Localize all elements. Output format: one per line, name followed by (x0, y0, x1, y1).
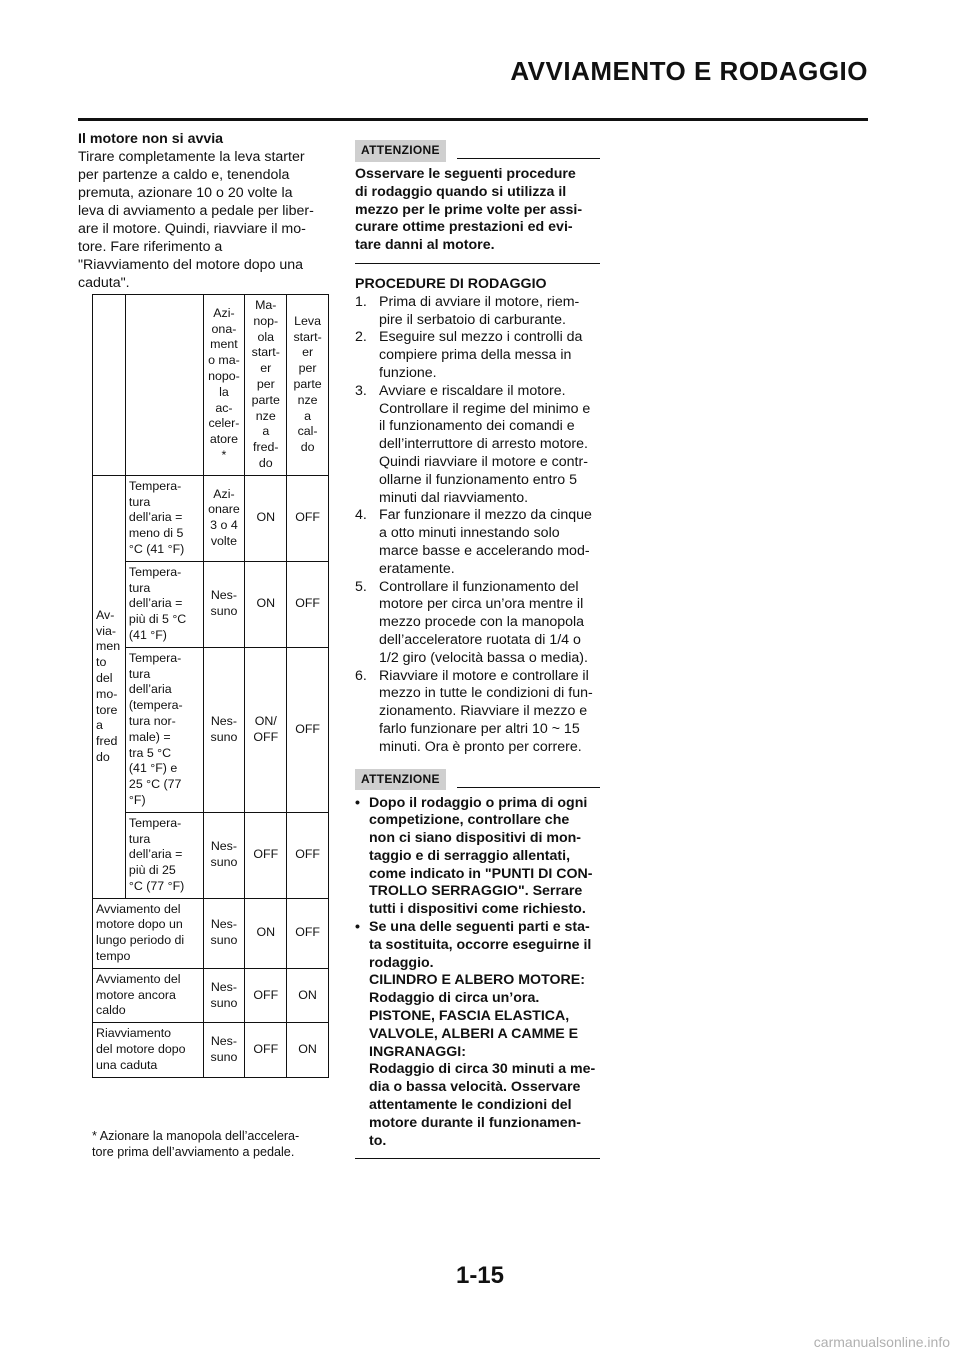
condition-cell: Tempera- tura dell’aria (tempera- tura nor- male) = tra 5 °C (41 °F) e 25 °C (77 °F) (125, 647, 203, 812)
step-text: Prima di avviare il motore, riem- pire il serbatoio di carburante. (379, 293, 580, 328)
intro-line: Tirare completamente la leva starter (78, 149, 305, 165)
step-text: Avviare e riscaldare il motore. Controllare il regime del minimo e il funzionamento dei comandi e dell’interruttore di arresto motore. Quindi riavviare il motore e contr- ollarne il funzionamento entro 5 minuti dal riavviamento. (379, 382, 591, 506)
table-row (93, 1023, 329, 1077)
throttle-cell: Nes- suno (203, 647, 245, 812)
list-item (355, 668, 600, 757)
step-number: 1. (355, 293, 367, 310)
table-row (93, 898, 329, 968)
intro-line: "Riavviamento del motore dopo una (78, 257, 304, 273)
step-number: 2. (355, 329, 367, 346)
section-heading: Il motore non si avvia (78, 131, 224, 147)
step-number: 4. (355, 507, 367, 524)
header-hot-starter: Leva start- er per parte nze a cal- do (287, 295, 329, 476)
throttle-cell: Nes- suno (203, 968, 245, 1022)
condition-cell: Tempera- tura dell’aria = meno di 5 °C (41 °F) (125, 475, 203, 561)
step-text: Controllare il funzionamento del motore per circa un’ora mentre il mezzo procede con la manopola dell’acceleratore ruotata di 1/4 o 1/2 giro (velocità bassa o media). (379, 578, 588, 666)
cold-starter-cell: ON/ OFF (245, 647, 287, 812)
intro-paragraph (78, 148, 333, 292)
throttle-cell: Nes- suno (203, 812, 245, 898)
group-label-cold-start: Av- via- men to del mo- tore a fred do (93, 475, 126, 898)
step-text: Far funzionare il mezzo da cinque a otto minuti innestando solo marce basse e accelerando mod- eratamente. (379, 507, 592, 577)
intro-line: are il motore. Quindi, riavviare il mo- (78, 221, 306, 237)
header-rule (78, 118, 868, 121)
hot-starter-cell: OFF (287, 561, 329, 647)
procedure-steps (355, 294, 600, 757)
table-footnote: * Azionare la manopola dell’accelera- tore prima dell’avviamento a pedale. (92, 1129, 300, 1159)
list-item (355, 579, 600, 668)
hot-starter-cell: OFF (287, 812, 329, 898)
list-item (355, 507, 600, 578)
table-row (93, 561, 329, 647)
intro-line: caduta". (78, 275, 130, 291)
intro-line: tore. Fare riferimento a (78, 239, 223, 255)
list-item (355, 294, 600, 330)
header-cold-starter: Ma- nop- ola start- er per parte nze a fred- do (245, 295, 287, 476)
step-number: 5. (355, 578, 367, 595)
table-row (93, 812, 329, 898)
intro-line: premuta, azionare 10 o 20 volte la (78, 185, 293, 201)
hot-starter-cell: ON (287, 968, 329, 1022)
throttle-cell: Azi- onare 3 o 4 volte (203, 475, 245, 561)
caution-rule (457, 787, 600, 788)
table-header-row (93, 295, 329, 476)
hot-starter-cell: OFF (287, 475, 329, 561)
caution-bullets (355, 795, 600, 1160)
header-empty-cell (125, 295, 203, 476)
procedure-title: PROCEDURE DI RODAGGIO (355, 275, 547, 292)
caution-text: Osservare le seguenti procedure di rodaggio quando si utilizza il mezzo per le prime volte per assi- curare ottime prestazioni ed evi- tare danni al motore. (355, 166, 600, 264)
intro-line: per partenze a caldo e, tenendola (78, 167, 290, 183)
throttle-cell: Nes- suno (203, 561, 245, 647)
caution-badge: ATTENZIONE (355, 140, 446, 162)
condition-cell: Tempera- tura dell’aria = più di 25 °C (77 °F) (125, 812, 203, 898)
caution-badge: ATTENZIONE (355, 769, 446, 791)
condition-cell: Avviamento del motore ancora caldo (93, 968, 204, 1022)
hot-starter-cell: OFF (287, 898, 329, 968)
hot-starter-cell: ON (287, 1023, 329, 1077)
throttle-cell: Nes- suno (203, 898, 245, 968)
cold-starter-cell: ON (245, 898, 287, 968)
list-item (355, 383, 600, 508)
cold-starter-cell: OFF (245, 1023, 287, 1077)
condition-cell: Avviamento del motore dopo un lungo periodo di tempo (93, 898, 204, 968)
table-row (93, 475, 329, 561)
step-text: Riavviare il motore e controllare il mezzo in tutte le condizioni di fun- zionamento. Riavviare il mezzo e farlo funzionare per altri 10 ~ 15 minuti. Ora è pronto per correre. (379, 667, 593, 755)
table-row (93, 647, 329, 812)
starting-table (92, 294, 329, 1078)
header-empty-cell (93, 295, 126, 476)
cold-starter-cell: ON (245, 475, 287, 561)
header-throttle: Azi- ona- ment o ma- nopo- la ac- celer- atore * (203, 295, 245, 476)
list-item: • Dopo il rodaggio o prima di ogni competizione, controllare che non ci siano dispositivi di mon- taggio e di serraggio allentati, come indicato in "PUNTI DI CON- TROLLO SERRAGGIO". Serrare tutti i dispositivi come richiesto. (355, 795, 600, 920)
caution-rule (457, 158, 600, 159)
intro-line: leva di avviamento a pedale per liber- (78, 203, 314, 219)
step-number: 6. (355, 667, 367, 684)
list-item: • Se una delle seguenti parti e sta- ta sostituita, occorre eseguirne il rodaggio. CILINDRO E ALBERO MOTORE: Rodaggio di circa un’ora. PISTONE, FASCIA ELASTICA, VALVOLE, ALBERI A CAMME E INGRANAGGI: Rodaggio di circa 30 minuti a me- dia o bassa velocità. Osservare attentamente le condizioni del motore durante il funzionamen- to. (355, 919, 600, 1150)
page-title: AVVIAMENTO E RODAGGIO (510, 56, 868, 86)
cold-starter-cell: OFF (245, 812, 287, 898)
right-column (355, 140, 600, 1159)
list-item (355, 329, 600, 382)
caution-block (355, 769, 600, 1160)
page-number: 1-15 (455, 1262, 505, 1289)
caution-header (355, 140, 600, 162)
caution-header (355, 769, 600, 791)
step-text: Eseguire sul mezzo i controlli da compiere prima della messa in funzione. (379, 329, 583, 381)
condition-cell: Riavviamento del motore dopo una caduta (93, 1023, 204, 1077)
watermark: carmanualsonline.info (813, 1334, 950, 1350)
cold-starter-cell: OFF (245, 968, 287, 1022)
condition-cell: Tempera- tura dell’aria = più di 5 °C (41 °F) (125, 561, 203, 647)
table-row (93, 968, 329, 1022)
throttle-cell: Nes- suno (203, 1023, 245, 1077)
step-number: 3. (355, 382, 367, 399)
cold-starter-cell: ON (245, 561, 287, 647)
hot-starter-cell: OFF (287, 647, 329, 812)
left-column (78, 130, 333, 292)
